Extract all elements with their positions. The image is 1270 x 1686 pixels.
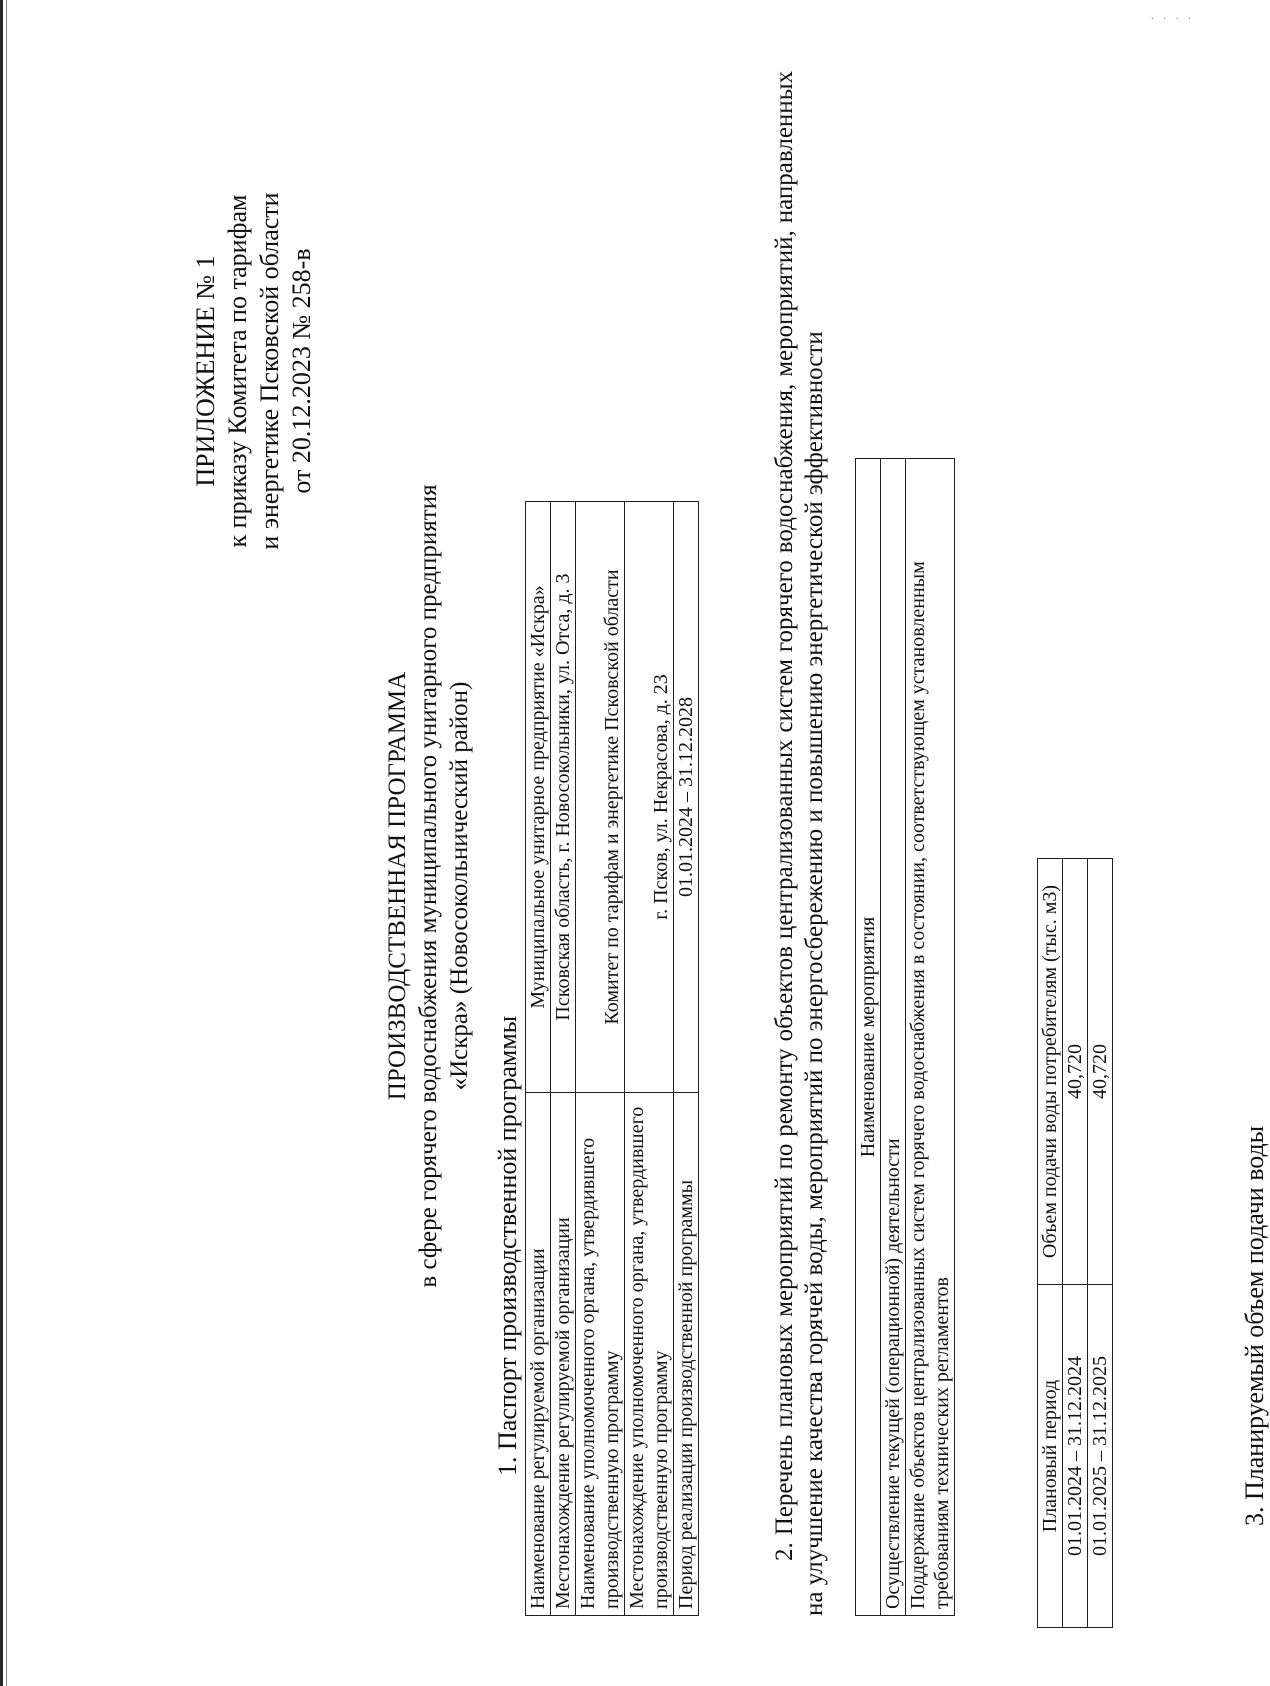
passport-value: Муниципальное унитарное предприятие «Искра» [526, 502, 551, 1093]
table-row [881, 459, 906, 1616]
volume-cell: 40,720 [1063, 859, 1088, 1285]
column-header: Наименование мероприятия [856, 459, 881, 1616]
title-line: ПРОИЗВОДСТВЕННАЯ ПРОГРАММА [384, 671, 411, 1101]
column-header-volume: Объем подачи воды потребителям (тыс. м3) [1038, 859, 1063, 1285]
appendix-date: от 20.12.2023 № 258-в [287, 248, 316, 494]
table-row [906, 459, 955, 1616]
title-line: в сфере горячего водоснабжения муниципального унитарного предприятия [415, 484, 442, 1288]
table-row [526, 502, 551, 1616]
appendix-block [190, 71, 318, 671]
passport-key: Местонахождение уполномоченного органа, утвердившего производственную программу [625, 1093, 674, 1616]
table-row [625, 502, 674, 1616]
section1-heading: 1. Паспорт производственной программы [493, 1015, 522, 1476]
appendix-line: к приказу Комитета по тарифам [223, 194, 252, 548]
section2-heading: 2. Перечень плановых мероприятий по ремонту объектов централизованных систем горячего водоснабжения, мероприятий, направленных на улучшение качества горячей воды, мероприятий по энергосбережению и повышению энергетической эффективности [771, 71, 828, 1616]
passport-value: Псковская область, г. Новосокольники, ул. Отса, д. 3 [551, 502, 576, 1093]
passport-value: г. Псков, ул. Некрасова, д. 23 [625, 502, 674, 1093]
appendix-line: и энергетике Псковской области [255, 192, 284, 550]
measure-cell: Осуществление текущей (операционной) деятельности [881, 459, 906, 1616]
table-row [551, 502, 576, 1616]
document-title [382, 186, 475, 1586]
passport-key: Наименование регулируемой организации [526, 1093, 551, 1616]
passport-value: 01.01.2024 – 31.12.2028 [674, 502, 699, 1093]
section3-heading: 3. Планируемый объем подачи воды [1240, 1125, 1269, 1526]
period-cell: 01.01.2025 – 31.12.2025 [1088, 1285, 1113, 1628]
table-header-row [1038, 859, 1063, 1628]
passport-table [525, 501, 699, 1616]
appendix-number: ПРИЛОЖЕНИЕ № 1 [191, 255, 220, 487]
volume-table [1037, 858, 1113, 1628]
passport-key: Местонахождение регулируемой организации [551, 1093, 576, 1616]
volume-cell: 40,720 [1088, 859, 1113, 1285]
table-row [674, 502, 699, 1616]
measure-cell: Поддержание объектов централизованных систем горячего водоснабжения в состоянии, соответствующем установленным требованиям технических регламентов [906, 459, 955, 1616]
measures-table [855, 458, 955, 1616]
passport-key: Наименование уполномоченного органа, утвердившего производственную программу [576, 1093, 625, 1616]
table-row [1088, 859, 1113, 1628]
table-row [576, 502, 625, 1616]
title-line: «Искра» (Новосокольнический район) [446, 681, 473, 1091]
table-header-row [856, 459, 881, 1616]
scan-noise: · · · · [1150, 14, 1194, 25]
column-header-period: Плановый период [1038, 1285, 1063, 1628]
passport-key: Период реализации производственной программы [674, 1093, 699, 1616]
table-row [1063, 859, 1088, 1628]
period-cell: 01.01.2024 – 31.12.2024 [1063, 1285, 1088, 1628]
passport-value: Комитет по тарифам и энергетике Псковской области [576, 502, 625, 1093]
